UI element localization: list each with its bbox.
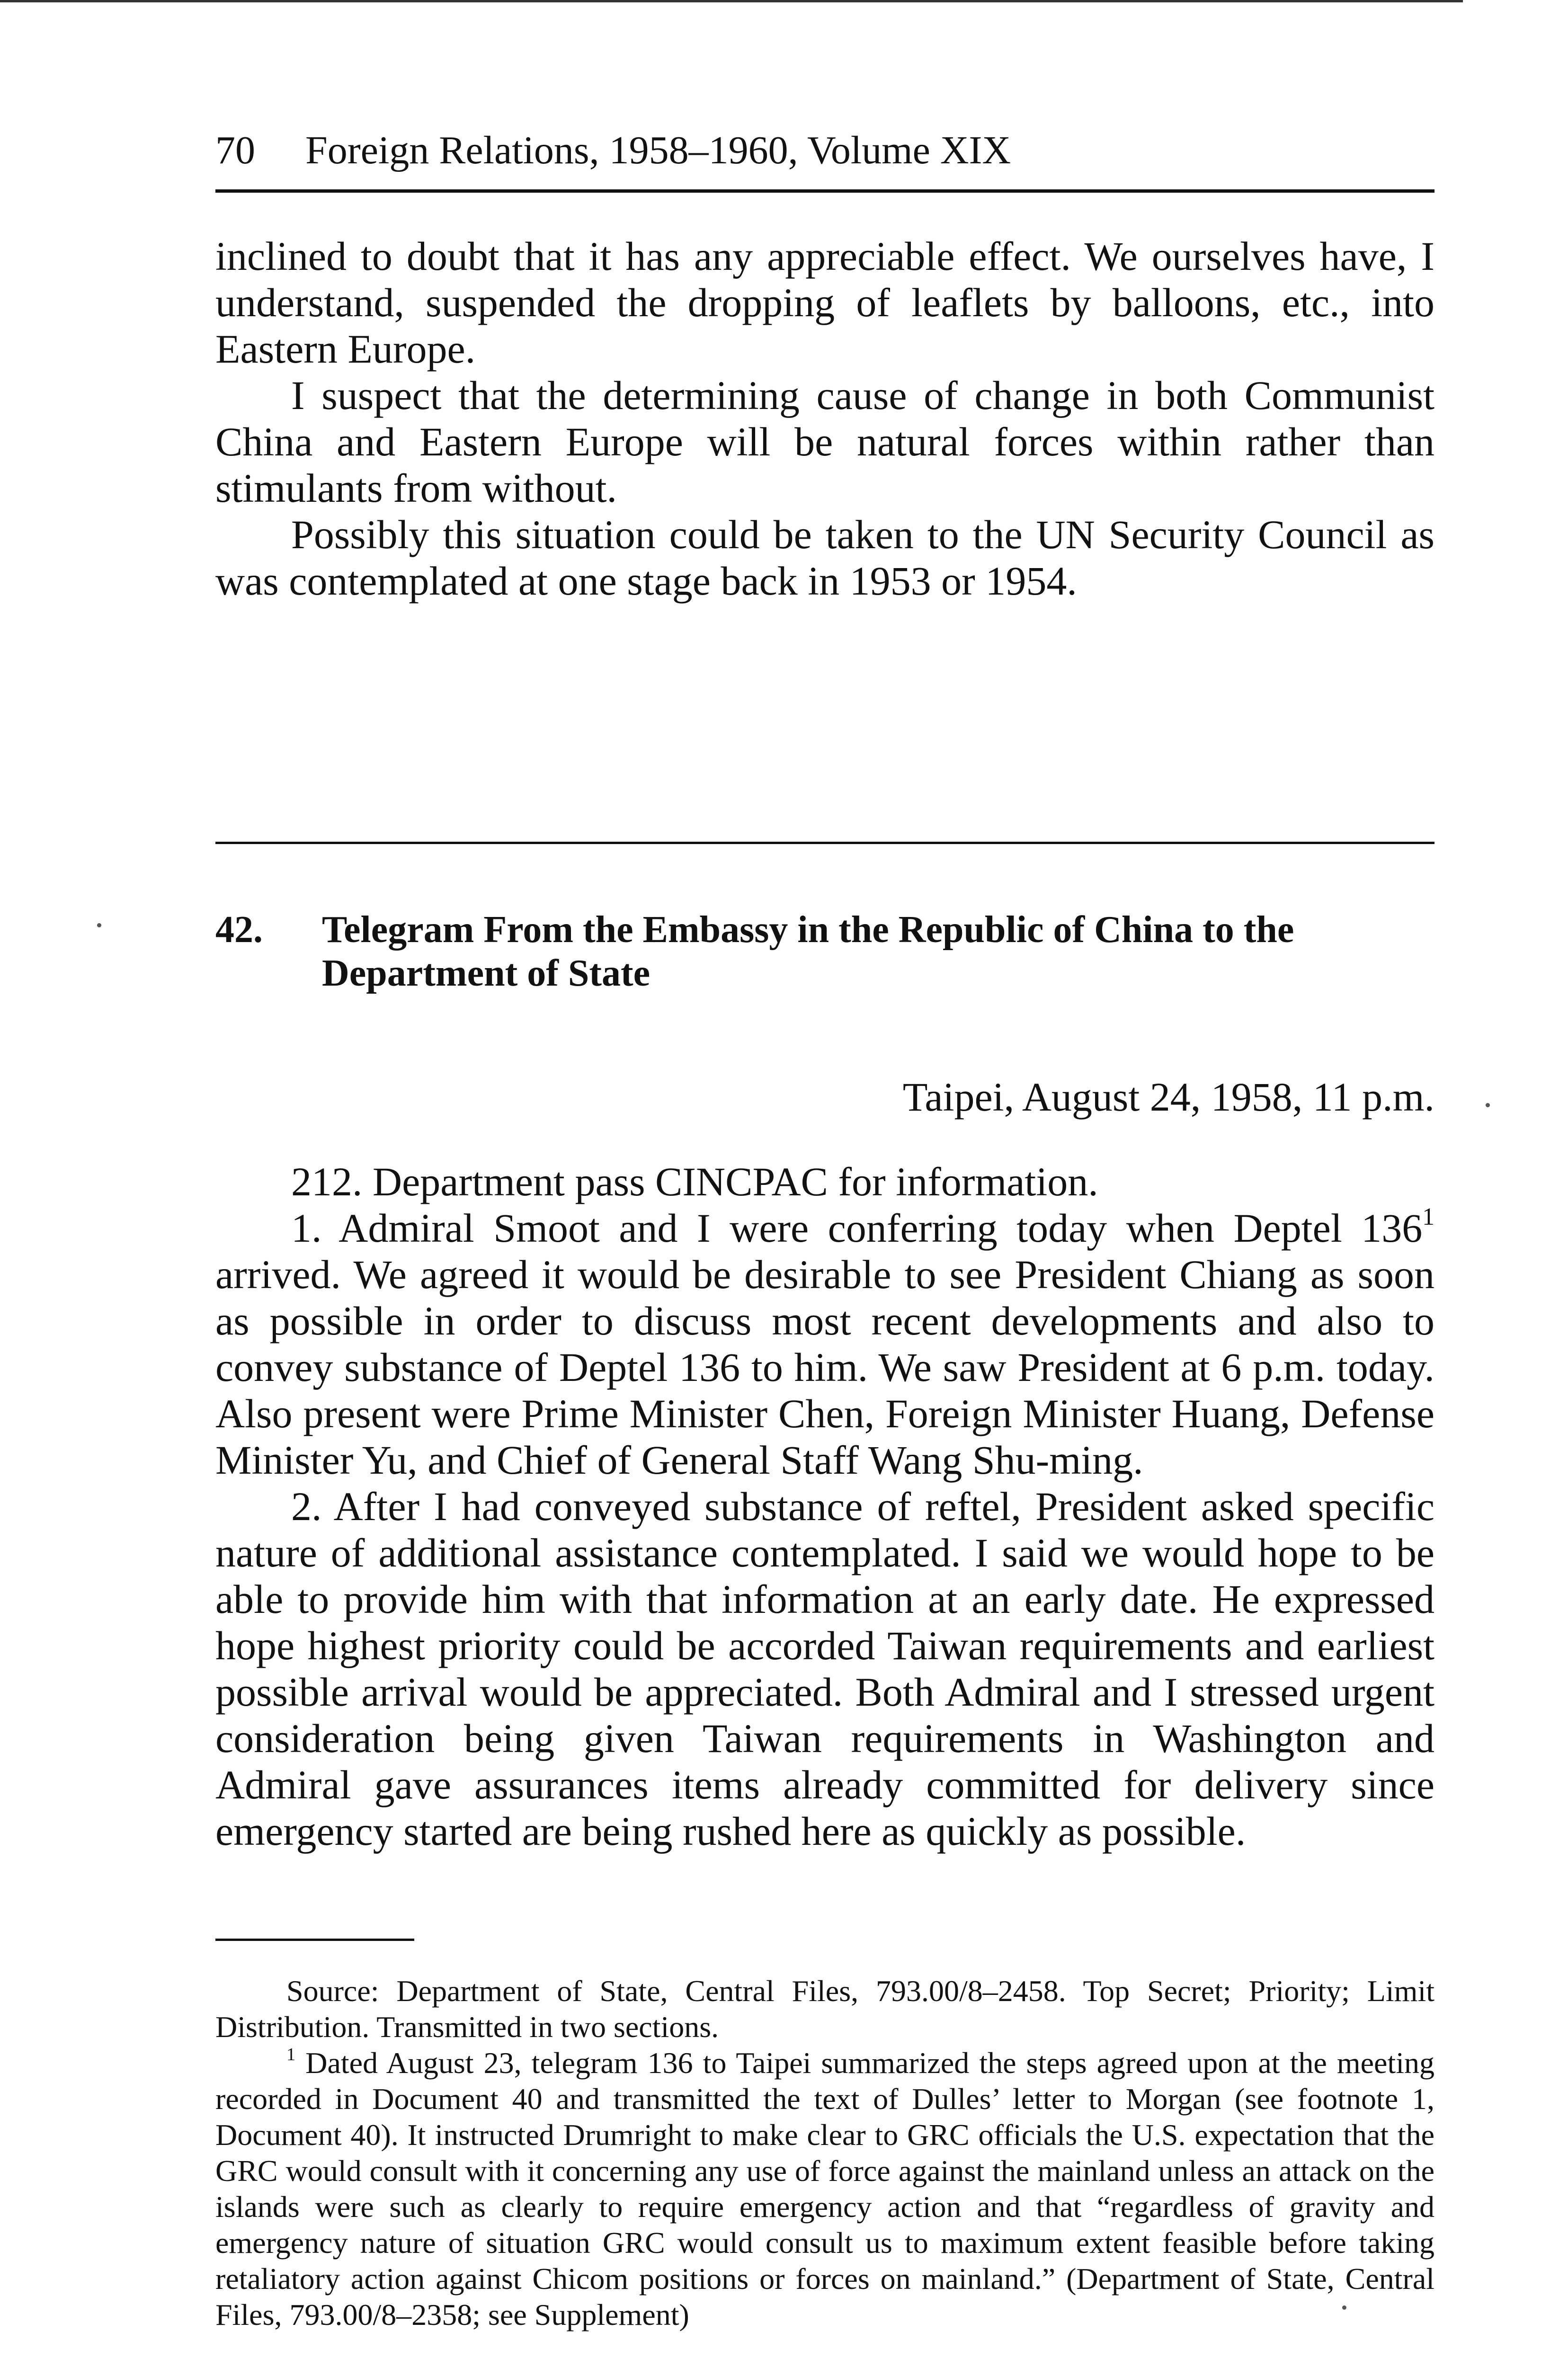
paragraph-text: 1. Admiral Smoot and I were conferring today when Deptel 136: [291, 1205, 1423, 1251]
source-note: Source: Department of State, Central Files, 793.00/8–2458. Top Secret; Priority; Limit Distribution. Transmitted in two sections.: [215, 1974, 1434, 2044]
continued-paragraph: I suspect that the determining cause of change in both Communist China and Eastern Europe will be natural forces within rather than stimulants from without.: [215, 373, 1434, 511]
telegram-paragraph-1: [215, 1205, 1434, 1483]
header-rule: [215, 189, 1434, 193]
page-number: 70: [215, 128, 255, 172]
dateline: Taipei, August 24, 1958, 11 p.m.: [902, 1074, 1434, 1120]
document-title: Telegram From the Embassy in the Republic of China to the Department of State: [322, 909, 1294, 994]
telegram-body: [215, 1158, 1434, 1854]
footnote-text: Dated August 23, telegram 136 to Taipei summarized the steps agreed upon at the meeting recorded in Document 40 and transmitted the text of Dulles’ letter to Morgan (see footnote 1, Document 40). It instructed Drumright to make clear to GRC officials the U.S. expectation that the GRC would consult with it concerning any use of force against the mainland unless an attack on the islands were such as clearly to require emergency action and that “regardless of gravity and emergency nature of situation GRC would consult us to maximum extent feasible before taking retaliatory action against Chicom positions or forces on mainland.” (Department of State, Central Files, 793.00/8–2358; see Supplement): [215, 2046, 1434, 2331]
footnote-rule: [215, 1939, 414, 1941]
scan-speck: [97, 923, 101, 927]
document-separator-rule: [215, 842, 1434, 844]
continued-paragraph: inclined to doubt that it has any appreciable effect. We ourselves have, I understand, suspended the dropping of leaflets by balloons, etc., into Eastern Europe.: [215, 233, 1434, 372]
footnote-1: [215, 2045, 1434, 2333]
scan-speck: [1342, 2305, 1346, 2310]
scan-speck: [1486, 1103, 1490, 1107]
telegram-paragraph-2: 2. After I had conveyed substance of reftel, President asked specific nature of additional assistance contemplated. I said we would hope to be able to provide him with that information at an early date. He expressed hope highest priority could be accorded Taiwan requirements and earliest possible arrival would be appreciated. Both Admiral and I stressed urgent consideration being given Taiwan requirements in Washington and Admiral gave assurances items already committed for delivery since emergency started are being rushed here as quickly as possible.: [215, 1484, 1434, 1854]
running-header: [215, 127, 1434, 174]
footnote-marker: 1: [286, 2045, 296, 2065]
telegram-opening: 212. Department pass CINCPAC for information.: [291, 1159, 1098, 1204]
footnote-reference: 1: [1422, 1203, 1434, 1230]
footnotes: [215, 1973, 1434, 2333]
continued-text-block: [215, 233, 1434, 604]
document-number: 42.: [215, 909, 263, 951]
paragraph-text: arrived. We agreed it would be desirable to see President Chiang as soon as possible in order to discuss most recent developments and also to convey substance of Deptel 136 to him. We saw President at 6 p.m. today. Also present were Prime Minister Chen, Foreign Minister Huang, Defense Minister Yu, and Chief of General Staff Wang Shu-ming.: [215, 1252, 1434, 1483]
running-title: Foreign Relations, 1958–1960, Volume XIX: [305, 128, 1011, 172]
continued-paragraph: Possibly this situation could be taken to the UN Security Council as was contemplated at one stage back in 1953 or 1954.: [215, 512, 1434, 604]
scan-top-edge-line: [0, 0, 1463, 2]
document-heading: [215, 908, 1434, 995]
